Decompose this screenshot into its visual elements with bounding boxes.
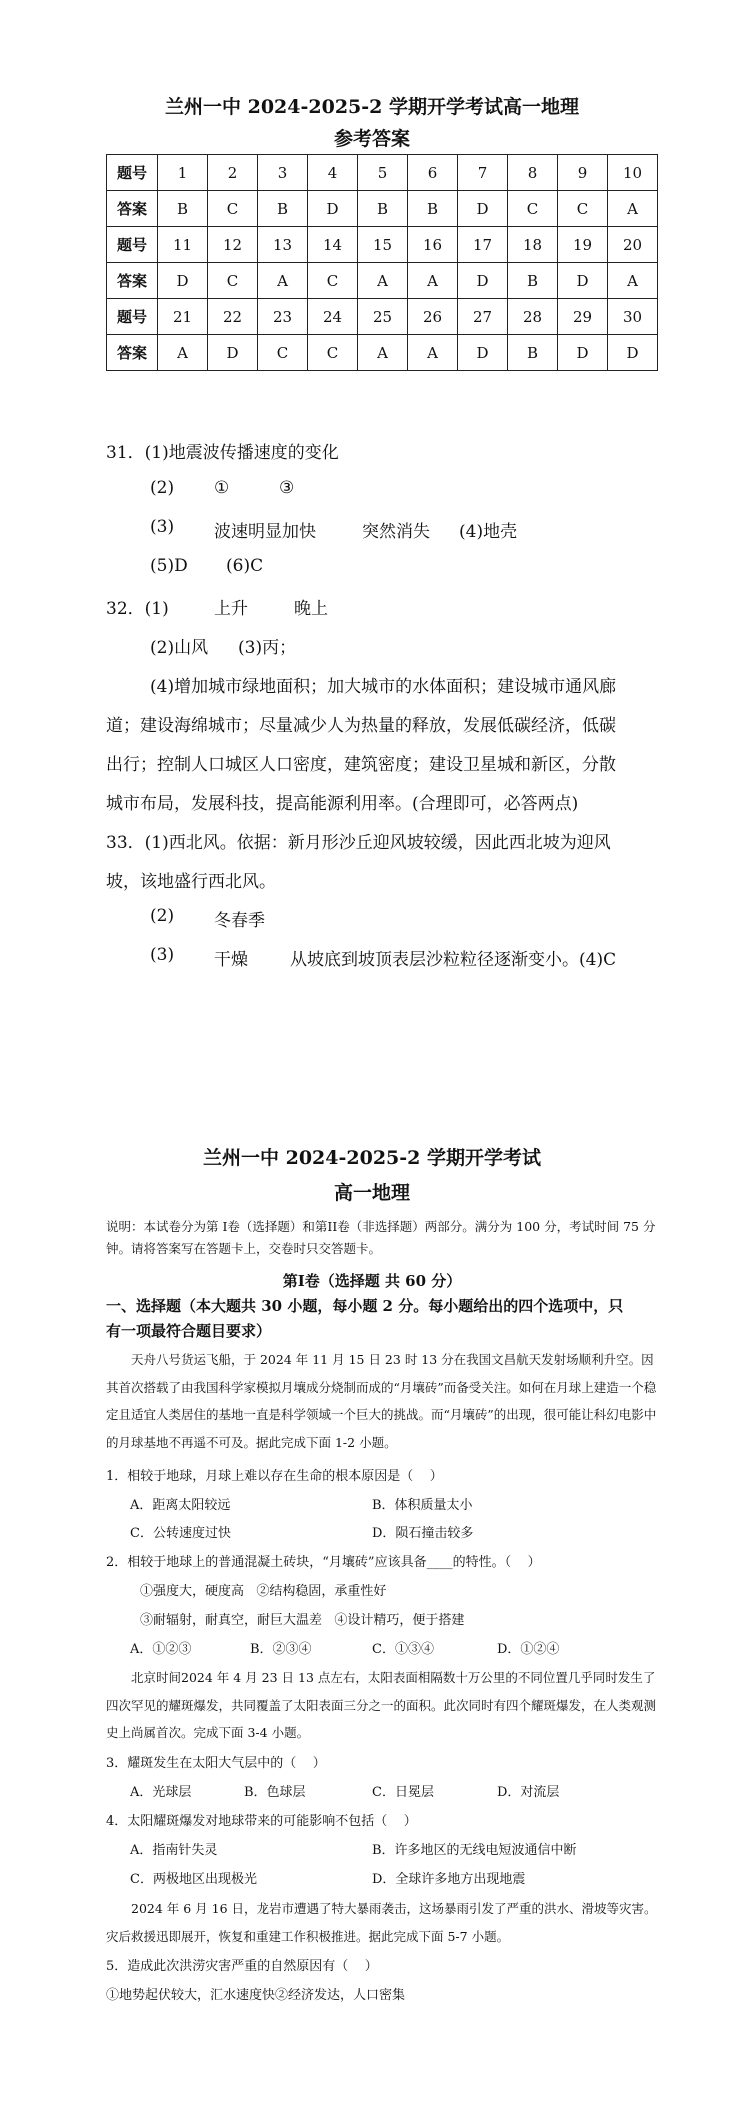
answer-table-cell: 21 (158, 299, 208, 335)
answer-table-cell: C (208, 263, 258, 299)
answer-table-cell: 19 (558, 227, 608, 263)
exam-instructions: 说明：本试卷分为第 I卷（选择题）和第II卷（非选择题）两部分。满分为 100 分，考试时间 75 分钟。请将答案写在答题卡上，交卷时只交答题卡。 (106, 1219, 656, 1256)
answer-table-cell: C (208, 191, 258, 227)
q31-line1: 31．(1)地震波传播速度的变化 (106, 443, 339, 463)
answer-table-cell: B (158, 191, 208, 227)
answer-table-cell: 27 (458, 299, 508, 335)
answer-table-row (107, 335, 658, 371)
answer-table-cell: 11 (158, 227, 208, 263)
q3-option-b: B．色球层 (244, 1785, 306, 1800)
answer-table-row-label: 题号 (107, 299, 158, 335)
answer-table-cell: 9 (558, 155, 608, 191)
q31-line2-c: ③ (279, 478, 295, 498)
answer-table-cell: 24 (308, 299, 358, 335)
q31-line3-b: 波速明显加快 (214, 522, 316, 542)
answer-table-cell: 8 (508, 155, 558, 191)
answer-table-cell: 7 (458, 155, 508, 191)
answer-table-row (107, 191, 658, 227)
answer-table-cell: B (508, 335, 558, 371)
q5-statement-1: ①地势起伏较大，汇水速度快②经济发达，人口密集 (106, 1988, 406, 2003)
q32-line2-a: (2)山风 (150, 638, 209, 658)
answer-key-title: 兰州一中 2024-2025-2 学期开学考试高一地理 (165, 96, 579, 118)
q31-line3-c: 突然消失 (362, 522, 430, 542)
answer-table-cell: D (558, 263, 608, 299)
answer-table-row (107, 299, 658, 335)
answer-table-cell: A (358, 263, 408, 299)
answer-table-cell: A (408, 335, 458, 371)
answer-table-row-label: 答案 (107, 263, 158, 299)
answer-table-cell: 29 (558, 299, 608, 335)
q3-option-d: D．对流层 (497, 1785, 560, 1800)
q33-line4-c: 从坡底到坡顶表层沙粒粒径逐渐变小。(4)C (290, 950, 617, 970)
answer-table-cell: 14 (308, 227, 358, 263)
answer-table-row-label: 答案 (107, 335, 158, 371)
answer-table (106, 154, 658, 371)
q5-stem: 5．造成此次洪涝灾害严重的自然原因有（ ） (106, 1959, 378, 1974)
section1-heading-line2: 有一项最符合题目要求） (106, 1322, 272, 1340)
answer-table-cell: A (608, 263, 658, 299)
q32-line1-b: 上升 (214, 599, 248, 619)
exam-subtitle: 高一地理 (333, 1182, 410, 1204)
q2-option-b: B．②③④ (250, 1642, 312, 1657)
answer-table-cell: D (458, 191, 508, 227)
answer-table-row (107, 263, 658, 299)
answer-table-cell: D (208, 335, 258, 371)
q1-option-c: C．公转速度过快 (130, 1526, 231, 1541)
q4-option-c: C．两极地区出现极光 (130, 1872, 257, 1887)
answer-table-cell: A (358, 335, 408, 371)
answer-table-row (107, 227, 658, 263)
answer-table-cell: 30 (608, 299, 658, 335)
q2-stem: 2．相较于地球上的普通混凝土砖块，“月壤砖”应该具备____的特性。（ ） (106, 1555, 541, 1570)
answer-table-cell: 16 (408, 227, 458, 263)
answer-table-cell: C (308, 335, 358, 371)
q2-statement-2: ③耐辐射，耐真空，耐巨大温差 ④设计精巧，便于搭建 (140, 1613, 465, 1628)
answer-table-cell: A (608, 191, 658, 227)
answer-table-cell: B (508, 263, 558, 299)
answer-table-cell: 20 (608, 227, 658, 263)
answer-table-row-label: 题号 (107, 227, 158, 263)
answer-table-cell: A (258, 263, 308, 299)
q32-line6: 城市布局，发展科技，提高能源利用率。(合理即可，必答两点) (106, 794, 579, 814)
answer-table-cell: C (508, 191, 558, 227)
answer-table-cell: 22 (208, 299, 258, 335)
q32-line2-b: (3)丙； (238, 638, 297, 658)
q32-line1-c: 晚上 (294, 599, 328, 619)
q31-line4-b: (6)C (226, 556, 264, 576)
q3-stem: 3．耀斑发生在太阳大气层中的（ ） (106, 1756, 326, 1771)
answer-table-cell: 25 (358, 299, 408, 335)
q33-line2: 坡，该地盛行西北风。 (106, 872, 276, 892)
q32-line1-a: 32．(1) (106, 599, 169, 619)
section1-heading-line1: 一、选择题（本大题共 30 小题，每小题 2 分。每小题给出的四个选项中，只 (106, 1297, 624, 1315)
answer-table-cell: 15 (358, 227, 408, 263)
q4-option-a: A．指南针失灵 (130, 1843, 218, 1858)
answer-table-cell: D (458, 335, 508, 371)
answer-table-cell: D (158, 263, 208, 299)
q4-option-d: D．全球许多地方出现地震 (372, 1872, 526, 1887)
q1-stem: 1．相较于地球，月球上难以存在生命的根本原因是（ ） (106, 1469, 443, 1484)
passage-1: 天舟八号货运飞船，于 2024 年 11 月 15 日 23 时 13 分在我国文昌航天发射场顺利升空。因其首次搭载了由我国科学家模拟月壤成分烧制而成的“月壤砖”而备受关注。如何在月球上建造一个稳定且适宜人类居住的基地一直是科学领域一个巨大的挑战。而“月壤砖”的出现，很可能让科幻电影中的月球基地不再遥不可及。据此完成下面 1-2 小题。 (106, 1352, 657, 1450)
answer-table-cell: A (408, 263, 458, 299)
q32-line3: (4)增加城市绿地面积；加大城市的水体面积；建设城市通风廊 (150, 677, 617, 697)
q33-line4-b: 干燥 (214, 950, 248, 970)
answer-table-cell: A (158, 335, 208, 371)
q2-option-c: C．①③④ (372, 1642, 434, 1657)
q32-line4: 道；建设海绵城市；尽量减少人为热量的释放，发展低碳经济，低碳 (106, 716, 616, 736)
q2-option-a: A．①②③ (130, 1642, 192, 1657)
answer-table-cell: D (558, 335, 608, 371)
q3-option-c: C．日冕层 (372, 1785, 434, 1800)
q32-line5: 出行；控制人口城区人口密度，建筑密度；建设卫星城和新区，分散 (106, 755, 616, 775)
q31-line2-b: ① (214, 478, 230, 498)
answer-table-cell: 4 (308, 155, 358, 191)
part1-heading: 第I卷（选择题 共 60 分） (282, 1272, 462, 1290)
q31-line4-a: (5)D (150, 556, 188, 576)
answer-table-cell: 13 (258, 227, 308, 263)
answer-table-cell: B (258, 191, 308, 227)
q1-option-b: B．体积质量太小 (372, 1498, 473, 1513)
passage-3: 2024 年 6 月 16 日，龙岩市遭遇了特大暴雨袭击，这场暴雨引发了严重的洪水、滑坡等灾害。灾后救援迅即展开，恢复和重建工作积极推进。据此完成下面 5-7 小题。 (106, 1901, 657, 1944)
answer-table-cell: B (408, 191, 458, 227)
q31-line3-d: (4)地壳 (459, 522, 518, 542)
answer-table-cell: 6 (408, 155, 458, 191)
answer-table-cell: 3 (258, 155, 308, 191)
answer-table-cell: B (358, 191, 408, 227)
q3-option-a: A．光球层 (130, 1785, 192, 1800)
q31-line3-a: (3) (150, 517, 175, 537)
q1-option-d: D．陨石撞击较多 (372, 1526, 474, 1541)
q2-option-d: D．①②④ (497, 1642, 560, 1657)
answer-table-cell: D (308, 191, 358, 227)
answer-table-row-label: 答案 (107, 191, 158, 227)
answer-table-cell: C (258, 335, 308, 371)
q33-line1: 33．(1)西北风。依据：新月形沙丘迎风坡较缓，因此西北坡为迎风 (106, 833, 611, 853)
answer-table-cell: 12 (208, 227, 258, 263)
q1-option-a: A．距离太阳较远 (130, 1498, 231, 1513)
answer-key-subtitle: 参考答案 (333, 128, 410, 150)
q4-stem: 4．太阳耀斑爆发对地球带来的可能影响不包括（ ） (106, 1814, 417, 1829)
answer-table-cell: 26 (408, 299, 458, 335)
q31-line2-a: (2) (150, 478, 175, 498)
q2-statement-1: ①强度大，硬度高 ②结构稳固，承重性好 (140, 1584, 387, 1599)
passage-2: 北京时间2024 年 4 月 23 日 13 点左右，太阳表面相隔数十万公里的不同位置几乎同时发生了四次罕见的耀斑爆发，共同覆盖了太阳表面三分之一的面积。此次同时有四个耀斑爆发，在人类观测史上尚属首次。完成下面 3-4 小题。 (106, 1670, 657, 1740)
answer-table-cell: 10 (608, 155, 658, 191)
answer-table-cell: C (558, 191, 608, 227)
q33-line3-a: (2) (150, 906, 175, 926)
answer-table-cell: 2 (208, 155, 258, 191)
q4-option-b: B．许多地区的无线电短波通信中断 (372, 1843, 577, 1858)
answer-table-cell: 5 (358, 155, 408, 191)
answer-table-cell: C (308, 263, 358, 299)
q33-line3-b: 冬春季 (214, 911, 265, 931)
exam-title: 兰州一中 2024-2025-2 学期开学考试 (203, 1147, 541, 1169)
answer-table-cell: D (458, 263, 508, 299)
answer-table-row-label: 题号 (107, 155, 158, 191)
answer-table-cell: 28 (508, 299, 558, 335)
answer-table-row (107, 155, 658, 191)
answer-table-cell: D (608, 335, 658, 371)
answer-table-cell: 18 (508, 227, 558, 263)
answer-table-cell: 23 (258, 299, 308, 335)
q33-line4-a: (3) (150, 945, 175, 965)
answer-table-cell: 17 (458, 227, 508, 263)
answer-table-cell: 1 (158, 155, 208, 191)
